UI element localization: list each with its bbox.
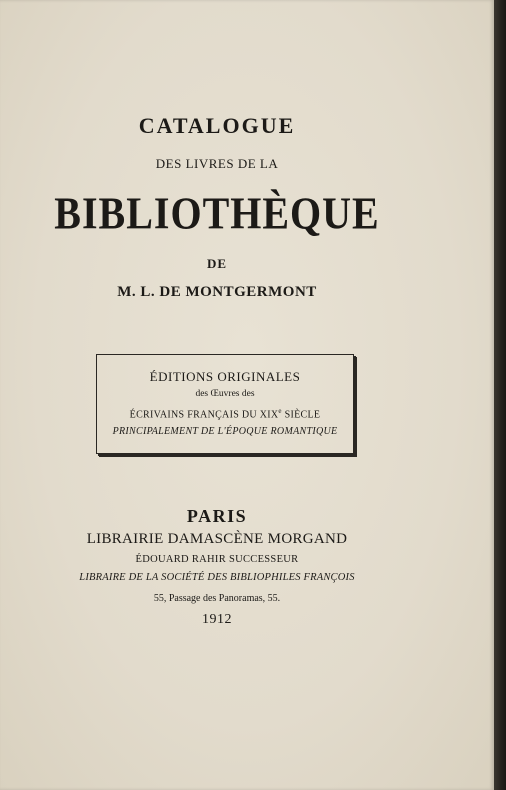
box-ecrivains — [97, 407, 353, 420]
box-principalement: PRINCIPALEMENT DE L'ÉPOQUE ROMANTIQUE — [112, 426, 338, 437]
imprint-address: 55, Passage des Panoramas, 55. — [153, 593, 281, 604]
imprint-city: PARIS — [186, 506, 248, 526]
imprint-year: 1912 — [202, 612, 232, 627]
title-bibliotheque: BIBLIOTHÈQUE — [54, 187, 380, 239]
box-ecrivains-end: SIÈCLE — [281, 409, 321, 421]
box-des-oeuvres: des Œuvres des — [195, 389, 255, 399]
box-ecrivains-sup: e — [278, 407, 282, 415]
title-des-livres: DES LIVRES DE LA — [155, 156, 279, 171]
imprint-society: LIBRAIRE DE LA SOCIÉTÉ DES BIBLIOPHILES FRANÇOIS — [79, 572, 355, 583]
title-catalogue: CATALOGUE — [138, 113, 296, 138]
title-de: DE — [206, 256, 228, 271]
imprint-publisher: LIBRAIRIE DAMASCÈNE MORGAND — [86, 531, 348, 547]
imprint-successor: ÉDOUARD RAHIR SUCCESSEUR — [135, 554, 299, 565]
book-binding-edge — [494, 0, 506, 790]
box-editions-originales: ÉDITIONS ORIGINALES — [149, 369, 301, 384]
editions-box — [96, 354, 354, 454]
box-ecrivains-main: ÉCRIVAINS FRANÇAIS DU XIX — [129, 409, 279, 421]
title-author: M. L. DE MONTGERMONT — [117, 284, 317, 300]
